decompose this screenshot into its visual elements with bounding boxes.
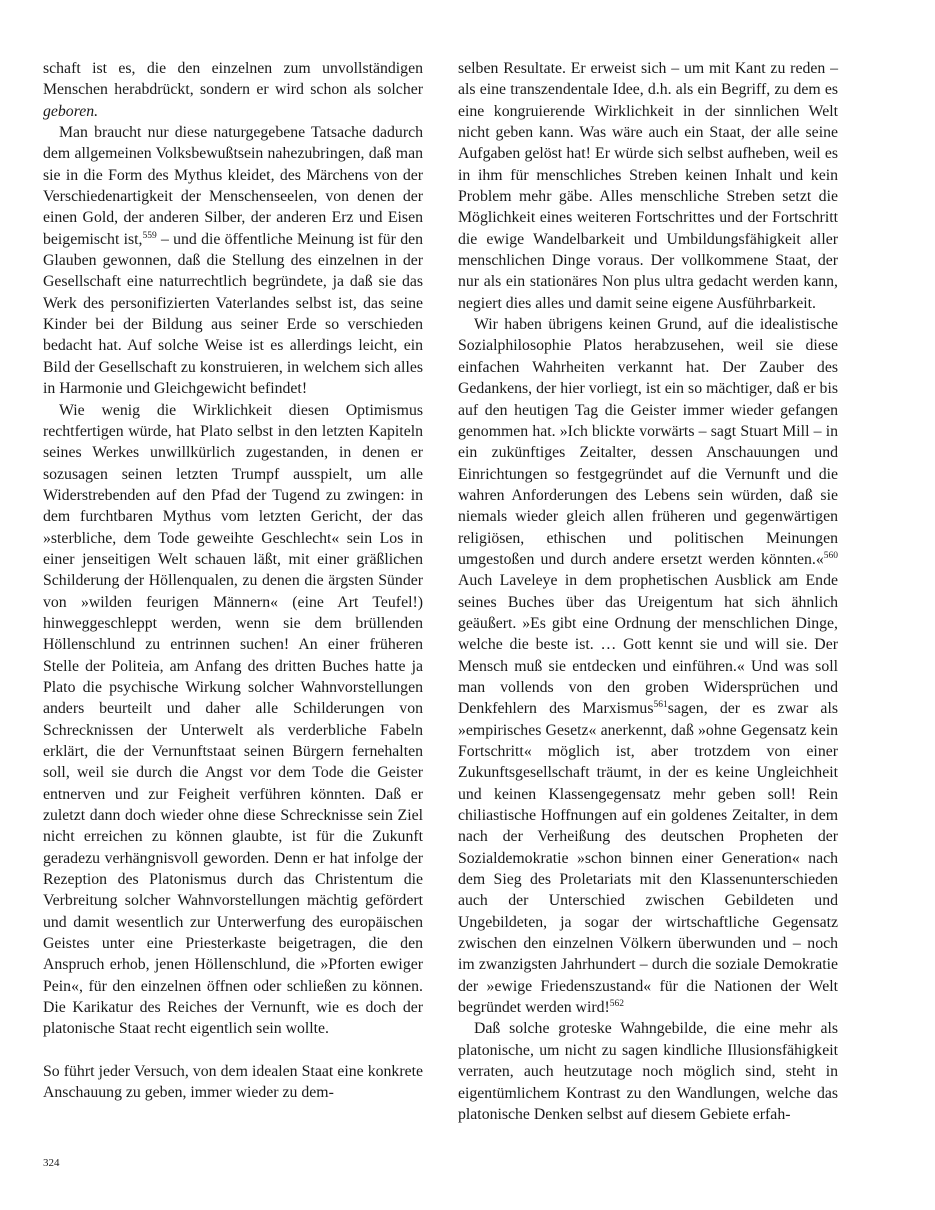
paragraph-text: sagen, der es zwar als »empirisches Gesetz« anerkennt, daß »ohne Gegensatz kein Fortschritt« möglich ist, aber trotzdem von einer Zukunftsgesellschaft träumt, in der es keine Ungleichheit und keinen Klassengegensatz mehr geben soll! Rein chiliastische Hoffnungen auf ein goldenes Zeitalter, in dem nach der Verheißung des deutschen Propheten der Sozialdemokratie »schon binnen einer Generation« nach dem Sieg des Proletariats mit den Klassenunterschieden auch der Unterschied zwischen Gebildeten und Ungebildeten, ja sogar der wirtschaftliche Gegensatz zwischen den einzelnen Völkern überwunden und – noch im zwanzigsten Jahrhundert – durch die soziale Demokratie der »ewige Friedenszustand« für die Nationen der Welt begründet werden wird! xyxy=(458,700,838,1017)
paragraph: Daß solche groteske Wahngebilde, die eine mehr als platonische, um nicht zu sagen kindliche Illusionsfähigkeit verraten, auch heutzutage noch möglich sind, steht in eigentümlichem Kontrast zu den Wandlungen, welche das platonische Denken selbst auf diesem Gebiete erfah- xyxy=(458,1020,838,1123)
paragraph-text: Man braucht nur diese naturgegebene Tatsache dadurch dem allgemeinen Volksbewußtsein nahezubringen, daß man sie in die Form des Mythus kleidet, des Märchens von der Verschiedenartigkeit der Menschenseelen, von denen der einen Gold, der anderen Silber, der anderen Erz und Eisen beigemischt ist, xyxy=(43,124,423,248)
left-column xyxy=(43,58,423,1104)
footnote-ref[interactable]: 561 xyxy=(653,700,668,711)
page-number: 324 xyxy=(43,1157,60,1169)
paragraph-text: Wir haben übrigens keinen Grund, auf die idealistische Sozialphilosophie Platos herabzusehen, weil sie diese einfachen Wahrheiten verkannt hat. Der Zauber des Gedankens, der hier vorliegt, ist ein so mächtiger, daß er bis auf den heutigen Tag die Geister immer wieder gefangen genommen hat. »Ich blickte vorwärts – sagt Stuart Mill – in ein zukünftiges Zeitalter, dessen Anschauungen und Einrichtungen so festgegründet auf die Vernunft und die wahren Anforderungen des Lebens sein würden, daß sie niemals wieder gleich allen früheren und gegenwärtigen religiösen, ethischen und politischen Meinungen umgestoßen und durch andere ersetzt werden könnten.« xyxy=(458,316,838,568)
paragraph-text: Auch Laveleye in dem prophetischen Ausblick am Ende seines Buches über das Ureigentum hat sich ähnlich geäußert. »Es gibt eine Ordnung der menschlichen Dinge, welche die beste ist. … Gott kennt sie und will sie. Der Mensch muß sie entdecken und einführen.« Und was soll man vollends von den groben Widersprüchen und Denkfehlern des Marxismus xyxy=(458,572,838,718)
footnote-ref[interactable]: 562 xyxy=(609,999,625,1010)
paragraph: So führt jeder Versuch, von dem idealen Staat eine konkrete Anschauung zu geben, immer wieder zu dem- xyxy=(43,1062,423,1102)
footnote-ref[interactable]: 559 xyxy=(142,230,157,241)
paragraph xyxy=(43,58,423,122)
paragraph xyxy=(458,314,838,1018)
footnote-ref[interactable]: 560 xyxy=(823,550,838,561)
paragraph: Wie wenig die Wirklichkeit diesen Optimismus rechtfertigen würde, hat Plato selbst in den letzten Kapiteln seines Werkes unwillkürlich zugestanden, in denen er sozusagen seinen letzten Trumpf ausspielt, um alle Widerstrebenden auf den Pfad der Tugend zu zwingen: in dem furchtbaren Mythus vom letzten Gericht, der das »sterbliche, dem Tode geweihte Geschlecht« sein Los in einer jenseitigen Welt schauen läßt, mit einer gräßlichen Schilderung der Höllenqualen, zu denen die ärgsten Sünder von »wilden feurigen Männern« (eine Art Teufel!) hinweggeschleppt werden, wenn sie dem brüllenden Höllenschlund zu entrinnen suchen! An einer früheren Stelle der Politeia, am Anfang des dritten Buches hatte ja Plato die psychische Wirkung solcher Wahnvorstellungen anders beurteilt und daher alle Schilderungen von Schrecknissen der Unterwelt als verderbliche Fabeln erklärt, die der Vernunftstaat seinen Bürgern fernehalten soll, weil sie durch die Angst vor dem Tode die Geister entnerven und zur Feigheit verführen könnten. Daß er zuletzt dann doch wieder ohne diese Schrecknisse sein Ziel nicht erreichen zu können glaubte, ist für die Zukunft geradezu verhängnisvoll geworden. Denn er hat infolge der Rezeption des Platonismus durch das Christentum die Verbreitung solcher Wahnvorstellungen mächtig gefördert und damit wesentlich zur Unterwerfung des europäischen Geistes unter eine Priesterkaste beigetragen, die den Anspruch erhob, jenen Höllenschlund, die »Pforten ewiger Pein«, für den einzelnen öffnen oder schließen zu können. Die Karikatur des Reiches der Vernunft, wie es doch der platonische Staat recht eigentlich sein wollte. xyxy=(43,401,423,1038)
paragraph-text: schaft ist es, die den einzelnen zum unvollständigen Menschen herabdrückt, sondern er wird schon als solcher xyxy=(43,60,423,99)
paragraph: selben Resultate. Er erweist sich – um mit Kant zu reden – als eine transzendentale Idee, d.h. als ein Begriff, zu dem es eine kongruierende Wirklichkeit in der sinnlichen Welt nicht geben kann. Was wäre auch ein Staat, der alle seine Aufgaben gelöst hat! Er würde sich selbst aufheben, weil es in ihm für menschliches Streben keinen Inhalt und kein Problem mehr gäbe. Alles menschliche Streben setzt die Möglichkeit eines weiteren Fortschrittes und der Fortschritt die ewige Wandelbarkeit und Umbildungsfähigkeit aller menschlichen Dinge voraus. Der vollkommene Staat, der nur als ein stationäres Non plus ultra gedacht werden kann, negiert dies alles und damit seine eigene Ausführbarkeit. xyxy=(458,60,838,312)
right-column xyxy=(458,58,838,1125)
paragraph-text: – und die öffentliche Meinung ist für den Glauben gewonnen, daß die Stellung des einzelnen in der Gesellschaft eine naturrechtlich begründete, ja daß sie das Werk des personifizierten Vaterlandes selbst ist, das seine Kinder bei der Bildung aus seiner Erde so verschieden bedacht hat. Auf solche Weise ist es allerdings leicht, ein Bild der Gesellschaft zu konstruieren, in welchem sich alles in Harmonie und Gleichgewicht befindet! xyxy=(43,230,424,398)
paragraph xyxy=(43,122,423,399)
italic-word: geboren. xyxy=(43,102,99,120)
